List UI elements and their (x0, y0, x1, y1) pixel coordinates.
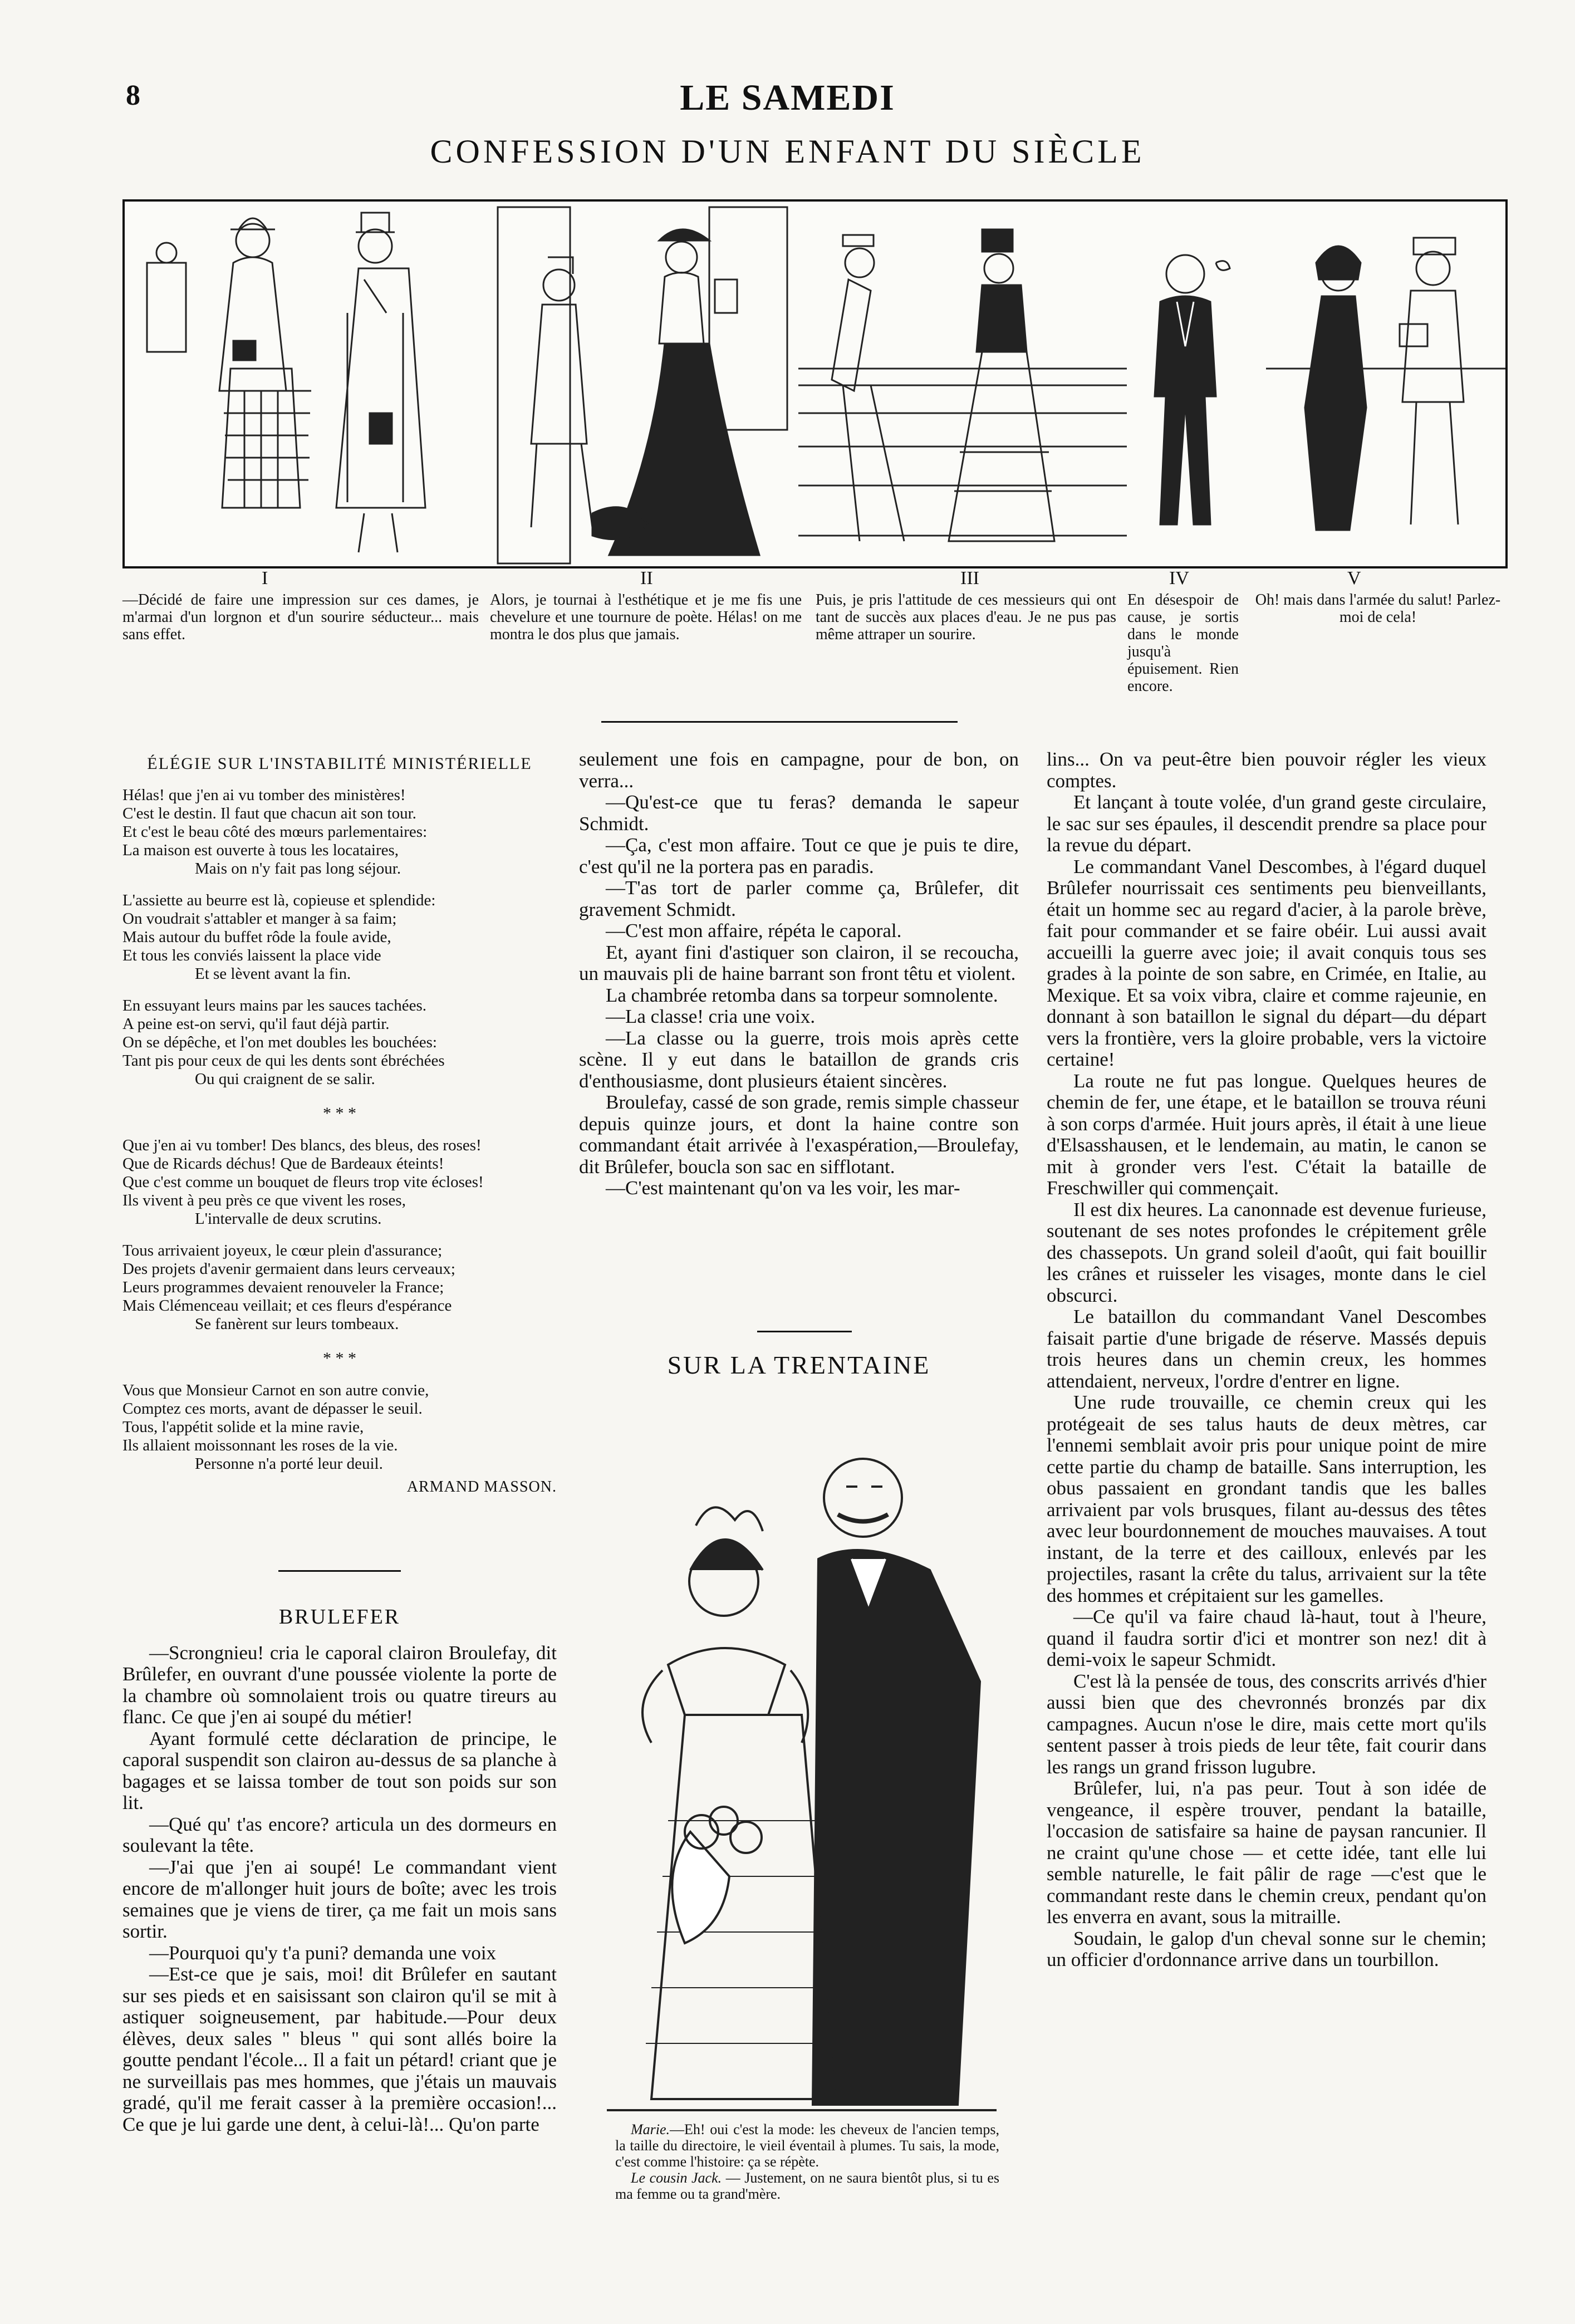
paragraph: —Ça, c'est mon affaire. Tout ce que je puis te dire, c'est qu'il ne la portera pas en paradis. (579, 834, 1019, 877)
section-divider (601, 721, 958, 723)
paragraph: —Qu'est-ce que tu feras? demanda le sapeur Schmidt. (579, 791, 1019, 835)
panel-3-illustration (798, 202, 1129, 566)
paragraph: Une rude trouvaille, ce chemin creux qui les protégeait de ses talus hauts de deux mètres, car l'ennemi semblait avoir pris pour unique point de mire cette partie du champ de bataille. Sans interruption, les obus passaient en grondant tandis que les balles arrivaient par vols brusques, filant au-dessus des têtes avec leur bourdonnement de mouches mauvaises. A tout instant, de la terre et des cailloux, enlevés par les projectiles, rasant la crête du talus, arrivaient sur la tête des hommes et crépitaient sur les gamelles. (1047, 1391, 1486, 1606)
elegie-stanza-3 (122, 997, 557, 1089)
poem-line: On se dépêche, et l'on met doubles les bouchées: (122, 1033, 437, 1051)
poem-line: Ils vivent à peu près ce que vivent les roses, (122, 1192, 406, 1209)
elegie-stanza-2 (122, 891, 557, 983)
short-rule (278, 1570, 401, 1572)
poem-line: Et c'est le beau côté des mœurs parlementaires: (122, 823, 428, 841)
elegie-stanza-4 (122, 1136, 557, 1228)
elegie-stanza-6 (122, 1381, 557, 1473)
paragraph: Et lançant à toute volée, d'un grand geste circulaire, le sac sur ses épaules, il descendit prendre sa place pour la revue du départ. (1047, 791, 1486, 856)
newspaper-title: LE SAMEDI (680, 77, 895, 118)
page-number: 8 (126, 80, 140, 111)
paragraph: Le commandant Vanel Descombes, à l'égard duquel Brûlefer nourrissait ces sentiments peu bienveillants, était un homme sec au regard d'acier, à la parole brève, fait pour commander et se faire obéir. Lui aussi avait accueilli la guerre avec joie; il avait conquis tous ses grades à la pointe de son sabre, en Crimée, en Italie, au Mexique. Et sa voix vibra, claire et comme rajeunie, en donnant à son bataillon le signal du départ—du départ vers la frontière, vers la gloire probable, vers la victoire certaine! (1047, 855, 1486, 1070)
paragraph: —La classe! cria une voix. (606, 1006, 816, 1027)
paragraph: Brûlefer, lui, n'a pas peur. Tout à son idée de vengeance, il espère trouver, pendant la bataille, l'occasion de satisfaire sa haine de paysan rancunier. Il ne craint qu'une chose — et cette idée, tant elle lui semble naturelle, le fait pâlir de rage —c'est que le commandant reste dans le chemin creux, pendant qu'on les enverra en avant, sous la mitraille. (1047, 1777, 1486, 1928)
paragraph: La chambrée retomba dans sa torpeur somnolente. (606, 984, 998, 1006)
panel-2-illustration (487, 202, 801, 566)
poem-line: La maison est ouverte à tous les locataires, (122, 841, 399, 859)
poem-line: Vous que Monsieur Carnot en son autre convie, (122, 1381, 429, 1399)
paragraph: —Pourquoi qu'y t'a puni? demanda une voix (149, 1941, 497, 1964)
paragraph: C'est là la pensée de tous, des conscrits arrivés d'hier aussi bien que des chevronnés bronzés par dix campagnes. Aucun n'ose le dire, mais cette mort qu'ils sentent passer à trois pieds de leur tête, fait courir dans les rangs un grand frisson lugubre. (1047, 1670, 1486, 1778)
brulefer-column-1 (122, 1606, 557, 2135)
brulefer-column-2 (579, 749, 1019, 1199)
elegie-stanza-1 (122, 786, 557, 878)
paragraph: Le bataillon du commandant Vanel Descombes faisait partie d'une brigade de réserve. Massés depuis trois heures dans un chemin creux, les hommes attendaient, nerveux, l'ordre d'entrer en ligne. (1047, 1306, 1486, 1392)
poem-line: Leurs programmes devaient renouveler la France; (122, 1278, 444, 1296)
panel-5-numeral: V (1347, 568, 1361, 589)
panel-1-caption: —Décidé de faire une impression sur ces dames, je m'armai d'un lorgnon et d'un sourire séducteur... mais sans effet. (122, 591, 479, 643)
poem-line: Tant pis pour ceux de qui les dents sont ébréchées (122, 1052, 445, 1070)
panel-1-numeral: I (262, 568, 268, 589)
paragraph: —Qué qu' t'as encore? articula un des dormeurs en soulevant la tête. (122, 1813, 557, 1856)
paragraph: lins... On va peut-être bien pouvoir régler les vieux comptes. (1047, 748, 1486, 792)
poem-line: Se fanèrent sur leurs tombeaux. (195, 1315, 399, 1333)
paragraph: —J'ai que j'en ai soupé! Le commandant vient encore de m'allonger huit jours de boîte; avec les trois semaines que je viens de tirer, ça me fait un mois sans sortir. (122, 1856, 557, 1942)
caption-speaker: Le cousin Jack. (631, 2170, 722, 2186)
brulefer-title: BRULEFER (278, 1605, 401, 1629)
poem-line: A peine est-on servi, qu'il faut déjà partir. (122, 1015, 390, 1033)
paragraph: Et, ayant fini d'astiquer son clairon, il se recoucha, un mauvais pli de haine barrant son front têtu et violent. (579, 941, 1019, 984)
panel-4-illustration (1127, 202, 1268, 566)
panel-1-illustration (125, 202, 489, 566)
elegie-stanza-5 (122, 1242, 557, 1333)
trentaine-illustration (585, 1431, 1013, 2116)
panel-3-numeral: III (960, 568, 979, 589)
paragraph: —C'est mon affaire, répéta le caporal. (606, 920, 902, 942)
elegie-signature: ARMAND MASSON. (406, 1478, 557, 1496)
stars-divider: * * * (323, 1349, 356, 1367)
paragraph: —La classe ou la guerre, trois mois après cette scène. Il y eut dans le bataillon de grands cris d'enthousiasme, dont plusieurs étaient sincères. (579, 1027, 1019, 1092)
poem-line: Tous, l'appétit solide et la mine ravie, (122, 1418, 364, 1436)
comic-strip (122, 199, 1508, 568)
paragraph: seulement une fois en campagne, pour de bon, on verra... (579, 748, 1019, 792)
paragraph: —Ce qu'il va faire chaud là-haut, tout à l'heure, quand il faudra sortir d'ici et montrer son nez! dit à demi-voix le sapeur Schmidt. (1047, 1606, 1486, 1670)
paragraph: La route ne fut pas longue. Quelques heures de chemin de fer, une étape, et le bataillon se trouva réuni à son corps d'armée. Huit jours après, il était à une lieue d'Elsasshausen, et le lendemain, au matin, le canon se mit à gronder vers l'est. C'était la bataille de Freschwiller qui commençait. (1047, 1070, 1486, 1199)
paragraph: —T'as tort de parler comme ça, Brûlefer, dit gravement Schmidt. (579, 877, 1019, 920)
paragraph: —Scrongnieu! cria le caporal clairon Broulefay, dit Brûlefer, en ouvrant d'une poussée violente la porte de la chambre où somnolaient trois ou quatre tireurs au flanc. Ce que j'en ai soupé du métier! (122, 1641, 557, 1728)
poem-line: On voudrait s'attabler et manger à sa faim; (122, 910, 397, 928)
poem-line: Que j'en ai vu tomber! Des blancs, des bleus, des roses! (122, 1136, 482, 1154)
poem-line: Ou qui craignent de se salir. (195, 1070, 375, 1088)
poem-line: L'assiette au beurre est là, copieuse et splendide: (122, 891, 436, 909)
poem-line: Mais autour du buffet rôde la foule avide, (122, 928, 391, 946)
poem-line: Mais on n'y fait pas long séjour. (195, 860, 401, 877)
paragraph: Soudain, le galop d'un cheval sonne sur le chemin; un officier d'ordonnance arrive dans un tourbillon. (1047, 1927, 1486, 1970)
poem-line: Personne n'a porté leur deuil. (195, 1455, 383, 1473)
caption-text: — Justement, on ne saura bientôt plus, si tu es ma femme ou ta grand'mère. (615, 2170, 999, 2202)
poem-line: Et se lèvent avant la fin. (195, 965, 351, 983)
poem-line: Et tous les conviés laissent la place vide (122, 947, 381, 964)
poem-line: Tous arrivaient joyeux, le cœur plein d'assurance; (122, 1242, 443, 1259)
poem-line: Hélas! que j'en ai vu tomber des ministères! (122, 786, 406, 804)
trentaine-title: SUR LA TRENTAINE (667, 1351, 931, 1379)
caption-speaker: Marie. (631, 2121, 670, 2137)
short-rule (757, 1331, 852, 1332)
poem-line: Mais Clémenceau veillait; et ces fleurs d'espérance (122, 1297, 452, 1315)
paragraph: —C'est maintenant qu'on va les voir, les mar- (606, 1177, 960, 1199)
panel-4-caption: En désespoir de cause, je sortis dans le monde jusqu'à épuisement. Rien encore. (1127, 591, 1239, 695)
paragraph: Ayant formulé cette déclaration de principe, le caporal suspendit son clairon au-dessus de sa planche à bagages et se laissa tomber de tout son poids sur son lit. (122, 1727, 557, 1813)
poem-line: En essuyant leurs mains par les sauces tachées. (122, 997, 426, 1014)
panel-3-caption: Puis, je pris l'attitude de ces messieurs qui ont tant de succès aux places d'eau. Je ne pus pas même attraper un sourire. (816, 591, 1116, 643)
panel-2-numeral: II (640, 568, 653, 589)
stars-divider: * * * (323, 1104, 356, 1122)
panel-5-illustration (1266, 202, 1505, 566)
elegie-title: ÉLÉGIE SUR L'INSTABILITÉ MINISTÉRIELLE (147, 754, 532, 773)
poem-line: Ils allaient moissonnant les roses de la vie. (122, 1436, 398, 1454)
poem-line: Que de Ricards déchus! Que de Bardeaux éteints! (122, 1155, 444, 1173)
caption-text: —Eh! oui c'est la mode: les cheveux de l'ancien temps, la taille du directoire, le vieil éventail à plumes. Tu sais, la mode, c'est comme l'histoire: ça se répète. (615, 2121, 999, 2170)
poem-line: C'est le destin. Il faut que chacun ait son tour. (122, 805, 416, 822)
poem-line: Que c'est comme un bouquet de fleurs trop vite écloses! (122, 1173, 484, 1191)
panel-4-numeral: IV (1169, 568, 1189, 589)
elegie-poem (122, 754, 557, 1496)
strip-title: CONFESSION D'UN ENFANT DU SIÈCLE (430, 133, 1145, 170)
poem-line: Comptez ces morts, avant de dépasser le seuil. (122, 1400, 423, 1418)
brulefer-column-3 (1047, 749, 1486, 1971)
paragraph: Broulefay, cassé de son grade, remis simple chasseur depuis quinze jours, et dont la haine contre son commandant était arrivée à l'exaspération,—Broulefay, dit Brûlefer, boucla son sac en sifflotant. (579, 1091, 1019, 1178)
paragraph: Il est dix heures. La canonnade est devenue furieuse, soutenant de ses notes profondes le crépitement grêle des chassepots. Un grand soleil d'août, qui fait bouillir les crânes et ruisseler les visages, monte dans le ciel obscurci. (1047, 1198, 1486, 1306)
trentaine-caption (615, 2121, 999, 2202)
poem-line: Des projets d'avenir germaient dans leurs cerveaux; (122, 1260, 455, 1278)
panel-5-caption: Oh! mais dans l'armée du salut! Parlez-moi de cela! (1255, 591, 1501, 626)
poem-line: L'intervalle de deux scrutins. (195, 1210, 382, 1228)
panel-2-caption: Alors, je tournai à l'esthétique et je me fis une chevelure et une tournure de poète. Hélas! on me montra le dos plus que jamais. (490, 591, 802, 643)
paragraph: —Est-ce que je sais, moi! dit Brûlefer en sautant sur ses pieds et en saisissant son clairon qu'il se mit à astiquer soigneusement, par habitude.—Pour deux élèves, deux sales " bleus " qui sont allés boire la goutte pendant l'école... Il a fait un pétard! criant que je ne surveillais pas mes hommes, que j'étais un mauvais gradé, qu'il me ferait casser à la première occasion!... Ce que je lui garde une dent, à celui-là!... Qu'on parte (122, 1963, 557, 2135)
